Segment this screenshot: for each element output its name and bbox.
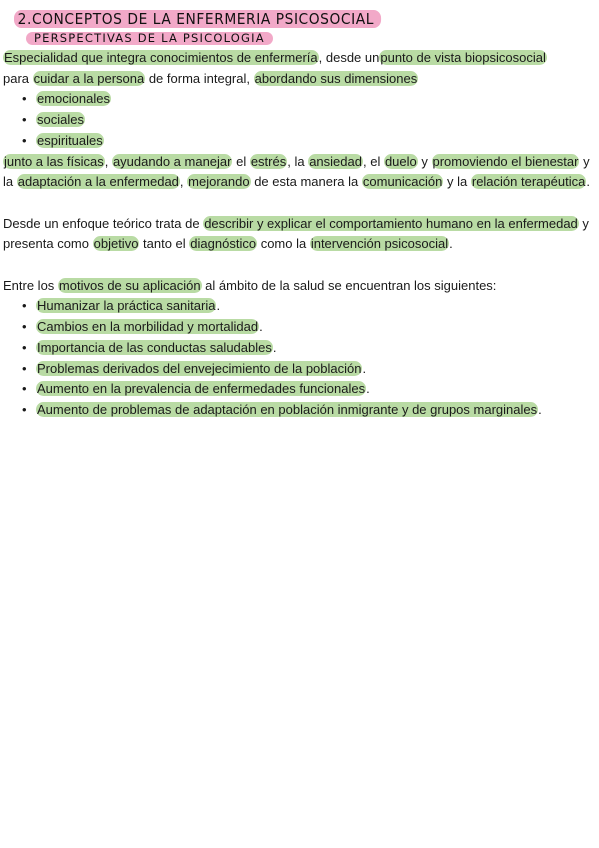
document-body bbox=[3, 48, 597, 421]
approach-paragraph bbox=[3, 214, 597, 255]
highlight: objetivo bbox=[93, 236, 139, 252]
text: y la bbox=[3, 153, 590, 190]
text: . bbox=[259, 319, 263, 335]
highlight: adaptación a la enfermedad bbox=[17, 174, 179, 190]
highlight: relación terapéutica bbox=[471, 174, 586, 190]
text: . bbox=[538, 401, 542, 417]
text: el bbox=[232, 153, 250, 169]
highlight: Problemas derivados del envejecimiento de la población bbox=[37, 360, 362, 376]
highlight: Importancia de las conductas saludables bbox=[37, 339, 272, 355]
highlight: Cambios en la morbilidad y mortalidad bbox=[37, 319, 259, 335]
text: como la bbox=[257, 236, 310, 252]
text: y presenta como bbox=[3, 215, 589, 252]
highlight: Aumento de problemas de adaptación en población inmigrante y de grupos marginales bbox=[37, 401, 538, 417]
reasons-list bbox=[3, 296, 597, 420]
page-subtitle: PERSPECTIVAS DE LA PSICOLOGIA bbox=[26, 32, 273, 45]
text: . bbox=[272, 339, 277, 355]
highlight: cuidar a la persona bbox=[33, 70, 145, 86]
text: , la bbox=[287, 153, 309, 169]
spacer bbox=[3, 255, 597, 276]
highlight: emocionales bbox=[37, 91, 110, 107]
text: , el bbox=[362, 153, 384, 169]
document-title bbox=[14, 10, 413, 47]
text: . bbox=[216, 298, 221, 314]
list-item bbox=[3, 89, 597, 110]
list-item bbox=[3, 338, 597, 359]
list-item bbox=[3, 110, 597, 131]
text: tanto el bbox=[139, 236, 190, 252]
text: , desde un bbox=[318, 50, 380, 65]
text: y bbox=[417, 153, 432, 169]
highlight: sociales bbox=[37, 112, 84, 128]
highlight: describir y explicar el comportamiento humano en la enfermedad bbox=[204, 215, 578, 231]
highlight: diagnóstico bbox=[190, 236, 257, 252]
highlight: ayudando a manejar bbox=[112, 153, 232, 169]
text: al ámbito de la salud se encuentran los siguientes: bbox=[201, 277, 497, 293]
highlight: junto a las físicas bbox=[4, 153, 104, 169]
text: de forma integral, bbox=[145, 70, 254, 86]
highlight: comunicación bbox=[362, 174, 443, 190]
motives-paragraph bbox=[3, 276, 597, 297]
highlight: motivos de su aplicación bbox=[58, 277, 201, 293]
list-item bbox=[3, 400, 597, 421]
text: Entre los bbox=[3, 277, 58, 293]
list-item bbox=[3, 379, 597, 400]
list-item bbox=[3, 131, 597, 152]
highlight: abordando sus dimensiones bbox=[254, 70, 418, 86]
continuation-paragraph bbox=[3, 152, 597, 193]
list-item bbox=[3, 359, 597, 380]
highlight: ansiedad bbox=[309, 153, 362, 169]
text: . bbox=[586, 174, 590, 190]
highlight: estrés bbox=[250, 153, 287, 169]
highlight: Especialidad que integra conocimientos de enfermería bbox=[4, 50, 318, 65]
text: . bbox=[362, 360, 367, 376]
text: , bbox=[179, 174, 188, 190]
list-item bbox=[3, 317, 597, 338]
highlight: mejorando bbox=[188, 174, 250, 190]
page-title: 2.CONCEPTOS DE LA ENFERMERIA PSICOSOCIAL bbox=[14, 10, 381, 28]
text: y la bbox=[443, 174, 471, 190]
highlight: punto de vista biopsicosocial bbox=[380, 50, 546, 65]
text: Desde un enfoque teórico trata de bbox=[3, 215, 204, 231]
text: para bbox=[3, 70, 33, 86]
highlight: espirituales bbox=[37, 132, 103, 148]
highlight: Humanizar la práctica sanitaria bbox=[37, 298, 216, 314]
highlight: intervención psicosocial bbox=[310, 236, 449, 252]
text: , bbox=[104, 153, 112, 169]
spacer bbox=[3, 193, 597, 214]
dimensions-list bbox=[3, 89, 597, 151]
highlight: Aumento en la prevalencia de enfermedades funcionales bbox=[37, 381, 366, 397]
highlight: duelo bbox=[384, 153, 417, 169]
text: . bbox=[449, 236, 453, 252]
text: de esta manera la bbox=[250, 174, 362, 190]
list-item bbox=[3, 296, 597, 317]
highlight: promoviendo el bienestar bbox=[432, 153, 579, 169]
intro-paragraph bbox=[3, 48, 597, 89]
text: . bbox=[366, 381, 370, 397]
